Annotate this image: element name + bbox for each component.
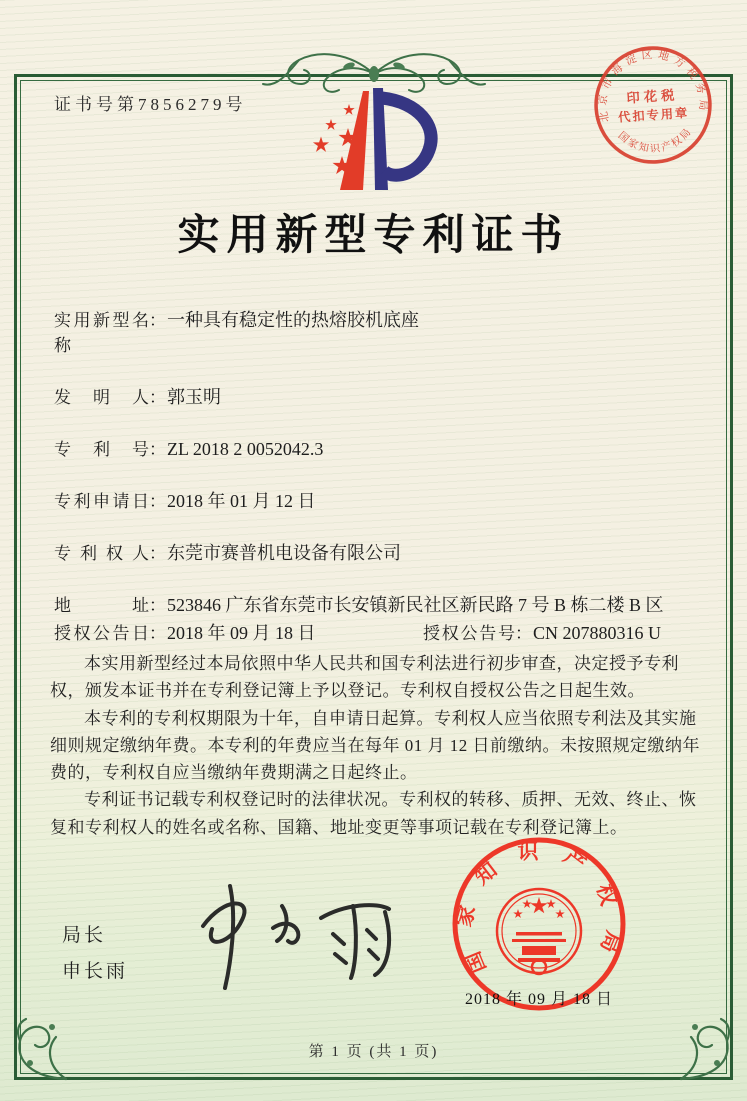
legal-text: [50, 650, 700, 841]
field-label: 地址: [54, 596, 149, 615]
tax-stamp-bottom-arc: 国家知识产权局: [615, 125, 695, 156]
field-row: 发明人 ： 郭玉明: [54, 385, 694, 410]
certificate-fields: [54, 308, 694, 673]
field-label: 专利申请日: [54, 492, 149, 511]
grant-number-field: 授权公告号 ： CN 207880316 U: [423, 621, 661, 646]
field-label: 专利权人: [54, 544, 149, 563]
certificate-number: 证书号第7856279号: [54, 95, 247, 114]
field-row: 专利号 ： ZL 2018 2 0052042.3: [54, 437, 694, 462]
field-row: 实用新型名称 ： 一种具有稳定性的热熔胶机底座: [54, 308, 694, 358]
commissioner-name: 申长雨: [62, 961, 129, 982]
tax-stamp-top-arc: 北京市海淀区地方税务局: [596, 48, 710, 124]
patent-office-logo-icon: [288, 82, 458, 200]
field-value: 郭玉明: [167, 387, 221, 407]
page-number: 第 1 页 (共 1 页): [308, 1044, 439, 1060]
field-label: 发明人: [54, 388, 149, 407]
paragraph-1: 本实用新型经过本局依照中华人民共和国专利法进行初步审查，决定授予专利权，颁发本证书并在专利登记簿上予以登记。专利权自授权公告之日起生效。: [50, 654, 679, 701]
field-label: 实用新型名称: [54, 311, 149, 355]
field-value: CN 207880316 U: [533, 623, 662, 643]
seal-date: 2018 年 09 月 18 日: [464, 991, 613, 1008]
field-value: 523846 广东省东莞市长安镇新民社区新民路 7 号 B 栋二楼 B 区: [167, 595, 664, 615]
tax-stamp-line1: 印花税: [626, 87, 679, 106]
field-row: 专利申请日 ： 2018 年 01 月 12 日: [54, 489, 694, 514]
seal-arc-text: 国家知识产权局: [451, 839, 627, 977]
tax-stamp-line2: 代扣专用章: [617, 105, 690, 125]
field-value: ZL 2018 2 0052042.3: [167, 439, 324, 459]
field-label: 授权公告号: [423, 624, 515, 643]
field-row: 地址 ： 523846 广东省东莞市长安镇新民社区新民路 7 号 B 栋二楼 B 区: [54, 593, 694, 618]
certificate-title: 实用新型专利证书: [177, 213, 570, 259]
paragraph-3: 专利证书记载专利权登记时的法律状况。专利权的转移、质押、无效、终止、恢复和专利权人的姓名或名称、国籍、地址变更等事项记载在专利登记簿上。: [50, 790, 697, 837]
handwritten-signature-icon: [185, 878, 405, 996]
paragraph-2: 本专利的专利权期限为十年，自申请日起算。专利权人应当依照专利法及其实施细则规定缴纳年费。本专利的年费应当在每年 01 月 12 日前缴纳。未按照规定缴纳年费的，专利权自应当缴纳年费期满之日起终止。: [50, 708, 700, 783]
field-row: 授权公告日 ： 2018 年 09 月 18 日 授权公告号 ： CN 207880316 U: [54, 621, 694, 646]
commissioner-title: 局长: [62, 925, 107, 946]
tax-stamp-seal-icon: [588, 40, 718, 170]
field-label: 授权公告日: [54, 624, 149, 643]
field-value: 2018 年 01 月 12 日: [167, 491, 316, 511]
field-value: 东莞市赛普机电设备有限公司: [167, 543, 401, 563]
field-value: 一种具有稳定性的热熔胶机底座: [167, 310, 419, 330]
field-row: 专利权人 ： 东莞市赛普机电设备有限公司: [54, 541, 694, 566]
field-value: 2018 年 09 月 18 日: [167, 623, 316, 643]
field-label: 专利号: [54, 440, 149, 459]
